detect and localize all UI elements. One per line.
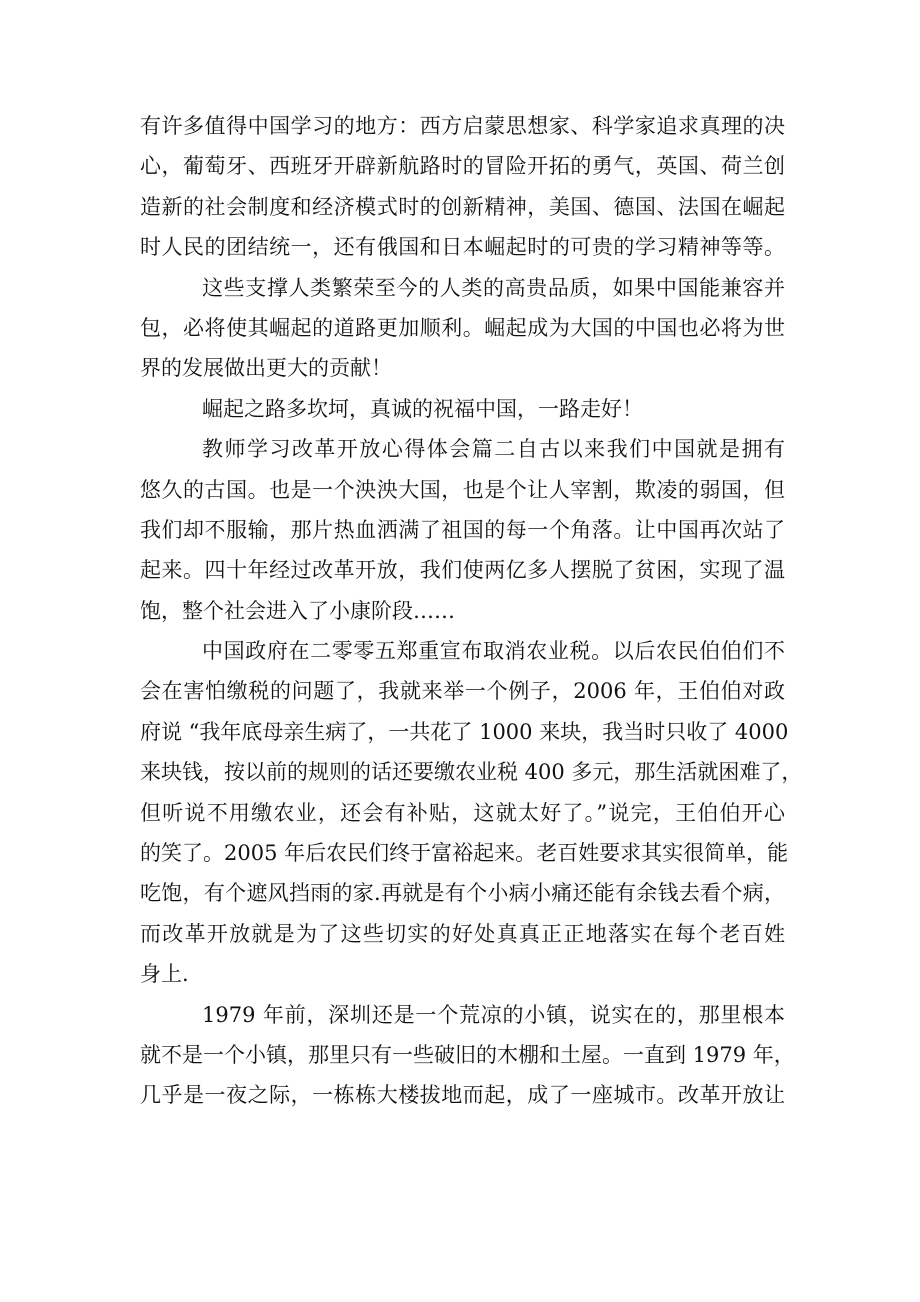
text-line: 我们却不服输，那片热血洒满了祖国的每一个角落。让中国再次站了: [140, 517, 785, 542]
text-line: 就不是一个小镇，那里只有一些破旧的木棚和土屋。一直到 1979 年，: [140, 1042, 795, 1067]
paragraph-start-line: 中国政府在二零零五郑重宣布取消农业税。以后农民伯伯们不: [202, 639, 785, 664]
text-line: 悠久的古国。也是一个泱泱大国，也是个让人宰割，欺凌的弱国，但: [140, 477, 785, 502]
text-line: 造新的社会制度和经济模式时的创新精神，美国、德国、法国在崛起: [140, 194, 785, 219]
text-line: 起来。四十年经过改革开放，我们使两亿多人摆脱了贫困，实现了温: [140, 558, 785, 583]
text-line: 心，葡萄牙、西班牙开辟新航路时的冒险开拓的勇气，英国、荷兰创: [140, 154, 785, 179]
document-body: [140, 106, 803, 1116]
text-line: 包，必将使其崛起的道路更加顺利。崛起成为大国的中国也必将为世: [140, 315, 785, 340]
paragraph-start-line: 教师学习改革开放心得体会篇二自古以来我们中国就是拥有: [202, 437, 785, 462]
text-line: 的笑了。2005 年后农民们终于富裕起来。老百姓要求其实很简单，能: [140, 841, 789, 866]
text-line: 吃饱，有个遮风挡雨的家.再就是有个小病小痛还能有余钱去看个病，: [140, 881, 785, 906]
text-line: 会在害怕缴税的问题了，我就来举一个例子，2006 年，王伯伯对政: [140, 679, 785, 704]
text-line: 但听说不用缴农业，还会有补贴，这就太好了。”说完，王伯伯开心: [140, 800, 785, 825]
text-line: 界的发展做出更大的贡献！: [140, 356, 392, 381]
text-line: 有许多值得中国学习的地方：西方启蒙思想家、科学家追求真理的决: [140, 114, 785, 138]
text-line: 时人民的团结统一，还有俄国和日本崛起时的可贵的学习精神等等。: [140, 235, 785, 260]
text-line: 身上.: [140, 962, 189, 987]
text-line: 府说 “我年底母亲生病了，一共花了 1000 来块，我当时只收了 4000: [140, 719, 789, 744]
paragraph-start-line: 1979 年前，深圳还是一个荒凉的小镇，说实在的，那里根本: [202, 1002, 785, 1027]
paragraph-start-line: 崛起之路多坎坷，真诚的祝福中国，一路走好！: [202, 396, 643, 421]
text-line: 饱，整个社会进入了小康阶段……: [140, 598, 455, 623]
text-line: 来块钱，按以前的规则的话还要缴农业税 400 多元，那生活就困难了，: [140, 760, 803, 785]
text-line: 几乎是一夜之际，一栋栋大楼拔地而起，成了一座城市。改革开放让: [140, 1083, 785, 1108]
text-line: 而改革开放就是为了这些切实的好处真真正正地落实在每个老百姓: [140, 921, 785, 946]
paragraph-start-line: 这些支撑人类繁荣至今的人类的高贵品质，如果中国能兼容并: [202, 275, 785, 300]
